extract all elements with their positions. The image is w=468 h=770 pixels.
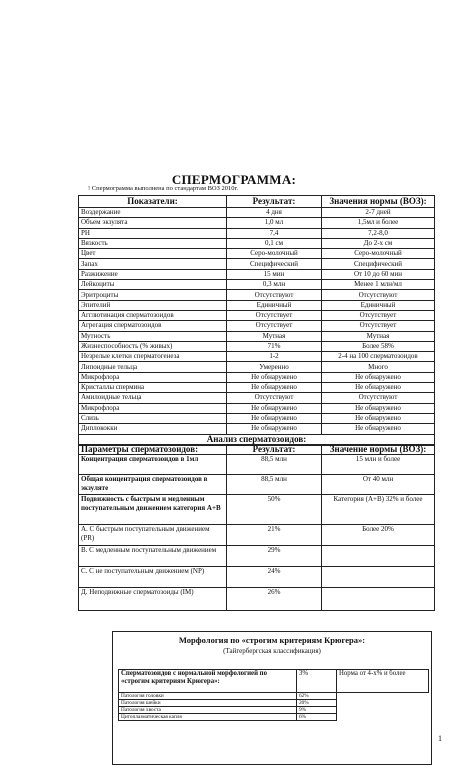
result-cell: Не обнаружено (227, 413, 322, 423)
header-result: Результат: (227, 445, 322, 455)
parameter-cell: Концентрация сперматозоидов в 1мл (79, 455, 227, 475)
pathology-value: 62% (297, 693, 337, 700)
page-number: 1 (438, 734, 442, 743)
result-cell: 7,4 (227, 228, 322, 238)
indicator-cell: Агрегация сперматозоидов (79, 321, 227, 331)
table-row (79, 259, 435, 269)
table-row (79, 208, 435, 218)
table-row (79, 310, 435, 320)
result-cell: Мутная (227, 331, 322, 341)
norm-cell: Серо-молочный (322, 249, 435, 259)
table-row (79, 238, 435, 248)
result-cell: Не обнаружено (227, 424, 322, 434)
result-cell: 24% (227, 567, 322, 588)
main-results-table (78, 195, 435, 446)
table-row (79, 372, 435, 382)
table-row (79, 249, 435, 259)
sperm-analysis-table (78, 444, 435, 611)
header-norm: Значения нормы (ВОЗ): (322, 196, 435, 208)
table-row (79, 525, 435, 546)
morphology-table (118, 669, 429, 721)
indicator-cell: Агглютинация сперматозоидов (79, 310, 227, 320)
table-row (79, 362, 435, 372)
indicator-cell: Липоидные тельца (79, 362, 227, 372)
indicator-cell: Мутность (79, 331, 227, 341)
table-row (79, 475, 435, 495)
norm-cell (322, 546, 435, 567)
indicator-cell: Эритроциты (79, 290, 227, 300)
norm-cell: Отсутствует (322, 310, 435, 320)
parameter-cell: А. С быстрым поступательным движением (PR) (79, 525, 227, 546)
parameter-cell: С. С не поступательным движением (NP) (79, 567, 227, 588)
morphology-title: Морфология по «строгим критериям Крюгера»: (178, 635, 366, 645)
table-row (79, 228, 435, 238)
result-cell: Умеренно (227, 362, 322, 372)
result-cell: 29% (227, 546, 322, 567)
norm-cell: Единичный (322, 300, 435, 310)
norm-cell: Не обнаружено (322, 383, 435, 393)
pathology-row (119, 707, 429, 714)
norm-cell: 15 млн и более (322, 455, 435, 475)
table-row (79, 588, 435, 611)
norm-cell: Специфический (322, 259, 435, 269)
normal-morphology-norm: Норма от 4-х% и более (337, 670, 429, 693)
indicator-cell: Диплококки (79, 424, 227, 434)
norm-cell: Мутная (322, 331, 435, 341)
result-cell: 15 мин (227, 269, 322, 279)
pathology-row (119, 693, 429, 700)
pathology-empty-cell (337, 693, 429, 700)
indicator-cell: Эпителий (79, 300, 227, 310)
result-cell: 1-2 (227, 352, 322, 362)
result-cell: 26% (227, 588, 322, 611)
table-row (79, 413, 435, 423)
indicator-cell: Амилоидные тельца (79, 393, 227, 403)
norm-cell: Отсутствуют (322, 393, 435, 403)
result-cell: 50% (227, 495, 322, 525)
norm-cell: Не обнаружено (322, 403, 435, 413)
table-row (79, 331, 435, 341)
norm-cell: Отсутствует (322, 321, 435, 331)
result-cell: 0,3 млн (227, 280, 322, 290)
result-cell: Не обнаружено (227, 403, 322, 413)
result-cell: Специфический (227, 259, 322, 269)
indicator-cell: PH (79, 228, 227, 238)
table-row (79, 218, 435, 228)
norm-cell: 1,5мл и более (322, 218, 435, 228)
norm-cell: Более 20% (322, 525, 435, 546)
parameter-cell: Д. Неподвижные сперматозоиды (IM) (79, 588, 227, 611)
header-parameters: Параметры сперматозоидов: (79, 445, 227, 455)
table-row (79, 403, 435, 413)
result-cell: Не обнаружено (227, 372, 322, 382)
morphology-box (112, 631, 432, 765)
norm-cell: 2-4 на 100 сперматозоидов (322, 352, 435, 362)
norm-cell: Менее 1 млн/мл (322, 280, 435, 290)
normal-morphology-row (119, 670, 429, 693)
table-row (79, 290, 435, 300)
table-row (79, 455, 435, 475)
pathology-label: Патология головки (119, 693, 297, 700)
pathology-row (119, 714, 429, 721)
norm-cell: От 40 млн (322, 475, 435, 495)
norm-cell: Более 58% (322, 341, 435, 351)
table-row (79, 341, 435, 351)
table-row (79, 546, 435, 567)
indicator-cell: Слизь (79, 413, 227, 423)
norm-cell (322, 567, 435, 588)
result-cell: Отсутствуют (227, 393, 322, 403)
table-row (79, 269, 435, 279)
table-row (79, 424, 435, 434)
norm-cell: Много (322, 362, 435, 372)
header-result: Результат: (227, 196, 322, 208)
pathology-value: 6% (297, 714, 337, 721)
norm-cell: Не обнаружено (322, 424, 435, 434)
pathology-empty-cell (337, 700, 429, 707)
indicator-cell: Незрелые клетки сперматогенеза (79, 352, 227, 362)
result-cell: 71% (227, 341, 322, 351)
result-cell: 21% (227, 525, 322, 546)
result-cell: Отсутствуют (227, 290, 322, 300)
table-row (79, 567, 435, 588)
result-cell: 0,1 см (227, 238, 322, 248)
result-cell: Серо-молочный (227, 249, 322, 259)
pathology-label: Цитоплазматическая капля (119, 714, 297, 721)
indicator-cell: Кристаллы спермина (79, 383, 227, 393)
parameter-cell: В. С медленным поступательным движением (79, 546, 227, 567)
normal-morphology-label: Сперматозоидов с нормальной морфологией по «строгим критериям Крюгера»: (119, 670, 297, 693)
standard-note: ! Спермограмма выполнена по стандартам ВОЗ 2010г. (88, 185, 239, 192)
morphology-subtitle: (Тайгербергская классификация) (223, 647, 321, 655)
pathology-value: 20% (297, 700, 337, 707)
table-row (79, 280, 435, 290)
indicator-cell: Цвет (79, 249, 227, 259)
indicator-cell: Запах (79, 259, 227, 269)
parameter-cell: Общая концентрация сперматозоидов в экзуляте (79, 475, 227, 495)
pathology-empty-cell (337, 707, 429, 714)
table-row (79, 321, 435, 331)
indicator-cell: Воздержание (79, 208, 227, 218)
indicator-cell: Объем экзулята (79, 218, 227, 228)
table-header-row (79, 445, 435, 455)
indicator-cell: Микрофлора (79, 403, 227, 413)
indicator-cell: Вязкость (79, 238, 227, 248)
result-cell: Не обнаружено (227, 383, 322, 393)
result-cell: Единичный (227, 300, 322, 310)
pathology-value: 9% (297, 707, 337, 714)
indicator-cell: Жизнеспособность (% живых) (79, 341, 227, 351)
indicator-cell: Микрофлора (79, 372, 227, 382)
table-row (79, 393, 435, 403)
indicator-cell: Разжижение (79, 269, 227, 279)
result-cell: Отсутствует (227, 321, 322, 331)
norm-cell: Не обнаружено (322, 372, 435, 382)
pathology-empty-cell (337, 714, 429, 721)
norm-cell: От 10 до 60 мин (322, 269, 435, 279)
document-title: СПЕРМОГРАММА: (171, 172, 297, 187)
parameter-cell: Подвижность с быстрым и медленным поступательным движением категория А+В (79, 495, 227, 525)
normal-morphology-value: 3% (297, 670, 337, 693)
norm-cell: До 2-х см (322, 238, 435, 248)
header-norm: Значение нормы (ВОЗ): (322, 445, 435, 455)
header-indicators: Показатели: (79, 196, 227, 208)
norm-cell: 2-7 дней (322, 208, 435, 218)
result-cell: 1,0 мл (227, 218, 322, 228)
pathology-label: Патология хвоста (119, 707, 297, 714)
pathology-label: Патология шейки (119, 700, 297, 707)
pathology-row (119, 700, 429, 707)
norm-cell (322, 588, 435, 611)
result-cell: 4 дня (227, 208, 322, 218)
result-cell: 88,5 млн (227, 455, 322, 475)
table-row (79, 495, 435, 525)
norm-cell: Не обнаружено (322, 413, 435, 423)
table-row (79, 300, 435, 310)
table-header-row (79, 196, 435, 208)
norm-cell: 7,2-8,0 (322, 228, 435, 238)
indicator-cell: Лейкоциты (79, 280, 227, 290)
result-cell: 88,5 млн (227, 475, 322, 495)
norm-cell: Категория (А+В) 32% и более (322, 495, 435, 525)
table-row (79, 383, 435, 393)
result-cell: Отсутствует (227, 310, 322, 320)
norm-cell: Отсутствуют (322, 290, 435, 300)
table-row (79, 352, 435, 362)
section-title: Анализ сперматозоидов: (79, 434, 435, 445)
